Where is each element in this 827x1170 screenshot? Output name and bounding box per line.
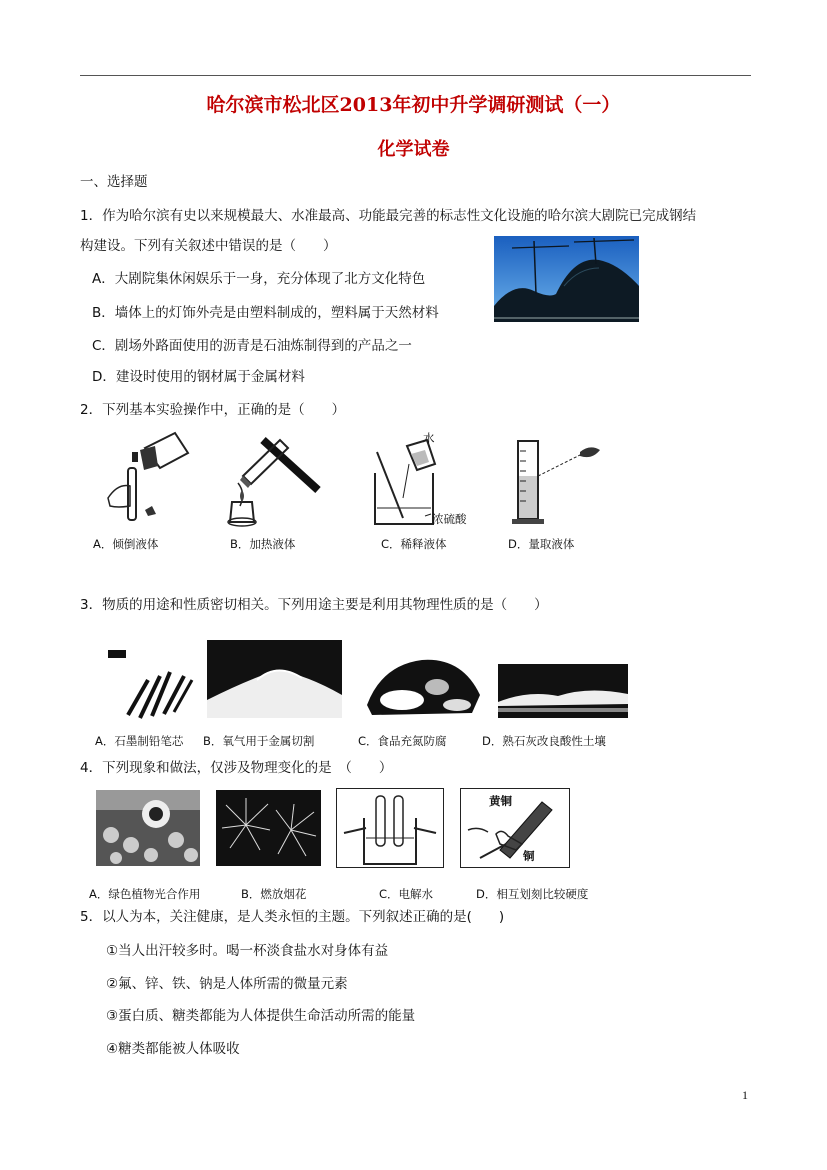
section-heading: 一、选择题	[80, 174, 148, 190]
q1-stem-line1: 1．作为哈尔滨有史以来规模最大、水准最高、功能最完善的标志性文化设施的哈尔滨大剧院已完成钢结	[80, 208, 697, 224]
q1-option-a: A．大剧院集休闲娱乐于一身，充分体现了北方文化特色	[92, 271, 426, 287]
soil-improvement-image	[498, 652, 628, 718]
q4-caption-b: B．燃放烟花	[241, 887, 307, 901]
q4-caption-d: D．相互划刻比较硬度	[476, 887, 589, 901]
q2-caption-d: D．量取液体	[508, 537, 575, 551]
exam-title: 哈尔滨市松北区2013年初中升学调研测试（一）	[206, 94, 621, 116]
sunflowers-image	[96, 790, 200, 866]
water-label: 水	[423, 431, 435, 445]
q3-caption-a: A．石墨制铅笔芯	[95, 734, 184, 748]
acid-label: 浓硫酸	[432, 512, 467, 526]
electrolysis-image	[336, 788, 444, 868]
q2-stem: 2．下列基本实验操作中，正确的是（ ）	[80, 402, 346, 418]
q3-stem: 3．物质的用途和性质密切相关。下列用途主要是利用其物理性质的是（ ）	[80, 597, 548, 613]
q1-option-c: C．剧场外路面使用的沥青是石油炼制得到的产品之一	[92, 338, 412, 354]
q5-item-3: ③蛋白质、糖类都能为人体提供生命活动所需的能量	[106, 1008, 416, 1024]
header-rule	[80, 75, 751, 76]
food-packaging-image	[362, 645, 482, 717]
heat-liquid-figure	[218, 428, 323, 528]
pencils-image	[108, 650, 198, 720]
measure-liquid-figure	[510, 436, 605, 528]
fireworks-image	[216, 790, 321, 866]
q4-stem: 4．下列现象和做法，仅涉及物理变化的是 （ ）	[80, 760, 393, 776]
q5-item-2: ②氟、锌、铁、钠是人体所需的微量元素	[106, 976, 348, 992]
q5-item-4: ④糖类都能被人体吸收	[106, 1041, 240, 1057]
exam-subtitle: 化学试卷	[377, 139, 450, 160]
q4-caption-a: A．绿色植物光合作用	[89, 887, 201, 901]
grand-theatre-photo	[494, 236, 639, 322]
copper-label: 铜	[523, 849, 535, 863]
q5-stem: 5．以人为本，关注健康，是人类永恒的主题。下列叙述正确的是( )	[80, 909, 505, 925]
q3-caption-d: D．熟石灰改良酸性土壤	[482, 734, 606, 748]
q1-stem-line2: 构建设。下列有关叙述中错误的是（ ）	[80, 238, 337, 254]
q1-option-b: B．墙体上的灯饰外壳是由塑料制成的，塑料属于天然材料	[92, 305, 439, 321]
q1-option-d: D．建设时使用的钢材属于金属材料	[92, 369, 305, 385]
q2-caption-c: C．稀释液体	[381, 537, 447, 551]
brass-label: 黄铜	[489, 794, 512, 808]
q3-caption-b: B．氧气用于金属切割	[203, 734, 315, 748]
q2-caption-a: A．倾倒液体	[93, 537, 159, 551]
pour-liquid-figure	[100, 428, 190, 528]
q2-caption-b: B．加热液体	[230, 537, 296, 551]
hardness-compare-image	[460, 788, 570, 868]
q5-item-1: ①当人出汗较多时。喝一杯淡食盐水对身体有益	[106, 943, 389, 959]
q3-caption-c: C．食品充氮防腐	[358, 734, 447, 748]
metal-cutting-image	[207, 640, 342, 718]
q4-caption-c: C．电解水	[379, 887, 434, 901]
page-number: 1	[742, 1088, 748, 1102]
